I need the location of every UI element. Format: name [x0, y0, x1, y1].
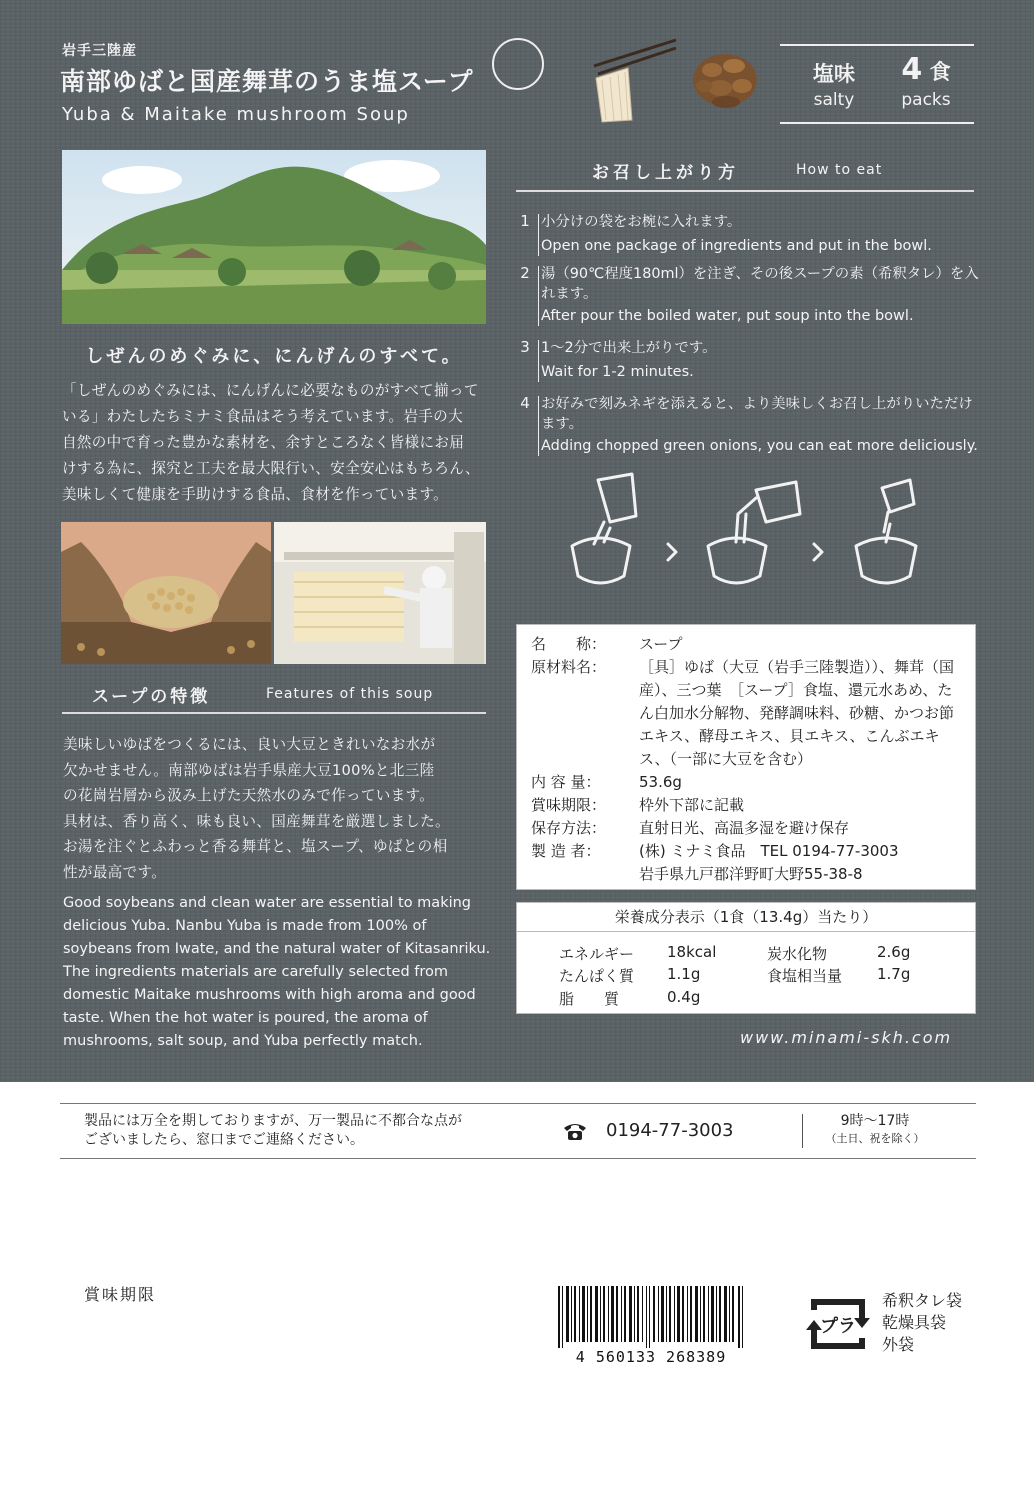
tagline: しぜんのめぐみに、にんげんのすべて。 [85, 346, 463, 367]
soybeans-in-hands-photo [61, 522, 271, 664]
customer-notice: 製品には万全を期しておりますが、万一製品に不都合な点が ございましたら、窓口までご連絡ください。 [84, 1113, 462, 1148]
telephone-icon [562, 1120, 588, 1142]
nutrient-value: 1.1g [667, 965, 701, 983]
nutrient-value: 1.7g [877, 965, 911, 983]
nutrition-facts-box [516, 902, 976, 1014]
features-paragraph-en: Good soybeans and clean water are essential to making delicious Yuba. Nanbu Yuba is made from 100% of soybeans from Iwate, and the natural water of Kitasanriku. The ingredients materials are carefully selected from domestic Maitake mushrooms with high aroma and good taste. When the hot water is poured, the aroma of mushrooms, salt soup, and Yuba perfectly match. [63, 895, 491, 1049]
product-info-box: 名 称： スープ 原材料名： ［具］ゆば（大豆（岩手三陸製造））、舞茸（国産）、三つ葉 ［スープ］食塩、還元水あめ、たん白加水分解物、発酵調味料、砂糖、かつお節エキス、酵母エキス、貝エキス、こんぶエキス、（一部に大豆を含む） 内 容 量： 53.6g 賞味期限： 枠外下部に記載 保存方法： 直射日光、高温多湿を避け保存 製 造 者： (株) ミナミ食品 TEL 0194-77-3003 岩手県九戸郡洋野町大野55-38-8 [516, 624, 976, 890]
intro-paragraph: 「しぜんのめぐみには、にんげんに必要なものがすべて揃って いる」わたしたちミナミ食品はそう考えています。岩手の大 自然の中で育った豊かな素材を、余すところなく皆様にお届 けする為に、探究と工夫を最大限行い、安全安心はもちろん、 美味しくて健康を手助けする食品、食材を作っています。 [62, 382, 480, 503]
region-label: 岩手三陸産 [62, 43, 137, 59]
flavor-pack-box [780, 44, 974, 124]
features-paragraph-jp: 美味しいゆばをつくるには、良い大豆ときれいなお水が 欠かせません。南部ゆばは岩手県産大豆100%と北三陸 の花崗岩層から汲み上げた天然水のみで作っています。 具材は、香り高く、味も良い、国産舞茸を厳選しました。 お湯を注ぐとふわっと香る舞茸と、塩スープ、ゆばとの相 性が最高です。 [63, 736, 450, 881]
maitake-illustration [690, 50, 760, 112]
pla-recycle-icon [806, 1292, 870, 1356]
howto-heading [516, 154, 974, 192]
divider [60, 1103, 976, 1104]
howto-title-en: How to eat [796, 162, 883, 178]
circle-mark [492, 38, 544, 90]
best-before-label: 賞味期限 [84, 1285, 157, 1304]
yuba-chopsticks-illustration [588, 34, 678, 124]
yuba-factory-photo [274, 522, 486, 664]
divider [60, 1158, 976, 1159]
nutrient-name: 炭水化物 [767, 945, 828, 963]
features-title-en: Features of this soup [266, 686, 434, 702]
nutrient-value: 2.6g [877, 943, 911, 961]
mountain-landscape-painting [62, 150, 486, 324]
pack-count: 4 食 [901, 52, 951, 87]
nutrient-name: 食塩相当量 [767, 967, 843, 985]
arrow-right-icon [668, 544, 676, 560]
nutrition-title: 栄養成分表示（1食（13.4g）当たり） [517, 903, 975, 932]
arrow-right-icon [814, 544, 822, 560]
package-back-panel: 岩手三陸産 南部ゆばと国産舞茸のうま塩スープ Yuba & Maitake mushroom Soup 塩味 salty 4 食 packs しぜんのめぐみに、にんげんのすべて。 「しぜんのめぐみには、にんげんに必要なものがすべて揃って いる」わたしたちミナミ食品はそう考えています。岩手の大 自然の中で育った豊かな素材を、余すところなく皆様にお届 けする為に、探究と工夫を最大限行い、安全安心はもちろん、 美味しくて健康を手助けする食品、食材を作っています。 スープの特徴 Features of this soup 美味しいゆばをつくるには、良い大豆ときれいなお水が 欠かせません。南部ゆばは岩手県産大豆100%と北三陸 の花崗岩層から汲み上げた天然水のみで作っています。 具材は、香り高く、味も良い、国産舞茸を厳選しました。 お湯を注ぐとふわっと香る舞茸と、塩スープ、ゆばとの相 性が最高です。 Good soybeans and clean water are essential to making delicious Yuba. Nanbu Yuba is made from 100% of soybeans from Iwate, and the natural water of Kitasanriku. The ingredients materials are carefully selected from domestic Maitake mushrooms with high aroma and good taste. When the hot water is poured, the aroma of mushrooms, salt soup, and Yuba perfectly match. お召し上がり方 How to eat 1 小分けの袋をお椀に入れます。 Open one package of ingredients and put in the bowl. 2 湯（90℃程度180ml）を注ぎ、その後スープの素（希釈タレ）を入れます。 After pour the boiled water, put soup into the bowl. 3 1～2分で出来上がりです。 Wait for 1-2 minutes. 4 お好みで刻みネギを添えると、より美味しくお召し上がりいただけます。 Adding chopped green onions, you can eat more deliciously. 名 称： スープ 原材料名： ［具］ゆば（大豆（岩手三陸製造））、舞茸（国産）、三つ葉 ［スープ］食塩、還元水あめ、たん白加水分解物、発酵調味料、砂糖、かつお節エキス、酵母エキス、貝エキス、こんぶエキス、（一部に大豆を含む） 内 容 量： 53.6g 賞味期限： 枠外下部に記載 保存方法： 直射日光、高温多湿を避け保存 製 造 者： (株) ミナミ食品 TEL 0194-77-3003 岩手県九戸郡洋野町大野55-38-8 栄養成分表示（1食（13.4g）当たり） エネルギー 18kcal たんぱく質 1.1g 脂 質 0.4g 炭水化物 2.6g 食塩相当量 1.7g www.minami-skh.com [0, 0, 1034, 1082]
nutrient-name: エネルギー [559, 945, 635, 963]
nutrient-value: 18kcal [667, 943, 717, 961]
barcode-number: 4 560133 268389 [575, 1348, 727, 1366]
nutrient-value: 0.4g [667, 988, 701, 1006]
divider [802, 1114, 803, 1148]
bowl-with-sauce-icon [856, 480, 916, 583]
phone-number[interactable]: 0194-77-3003 [606, 1120, 734, 1141]
nutrient-name: 脂 質 [559, 990, 620, 1008]
flavor-jp: 塩味 [813, 62, 855, 86]
bowl-with-kettle-icon [708, 482, 800, 583]
business-hours: 9時～17時 （土日、祝を除く） [825, 1113, 925, 1145]
flavor-en: salty [813, 90, 855, 110]
recycle-items: 希釈タレ袋 乾燥具袋 外袋 [882, 1291, 963, 1354]
pack-count-en: packs [901, 90, 951, 110]
howto-title-jp: お召し上がり方 [592, 163, 739, 183]
bowl-with-package-icon [572, 474, 636, 583]
barcode [540, 1286, 762, 1366]
product-title: 南部ゆばと国産舞茸のうま塩スープ [60, 67, 474, 96]
website-link[interactable]: www.minami-skh.com [740, 1028, 953, 1047]
recycle-mark-text: プラ [820, 1316, 856, 1337]
howto-steps-illustration [560, 470, 940, 598]
features-title-jp: スープの特徴 [92, 687, 211, 707]
features-heading [62, 680, 486, 714]
product-subtitle-en: Yuba & Maitake mushroom Soup [62, 104, 410, 125]
nutrient-name: たんぱく質 [559, 967, 635, 985]
